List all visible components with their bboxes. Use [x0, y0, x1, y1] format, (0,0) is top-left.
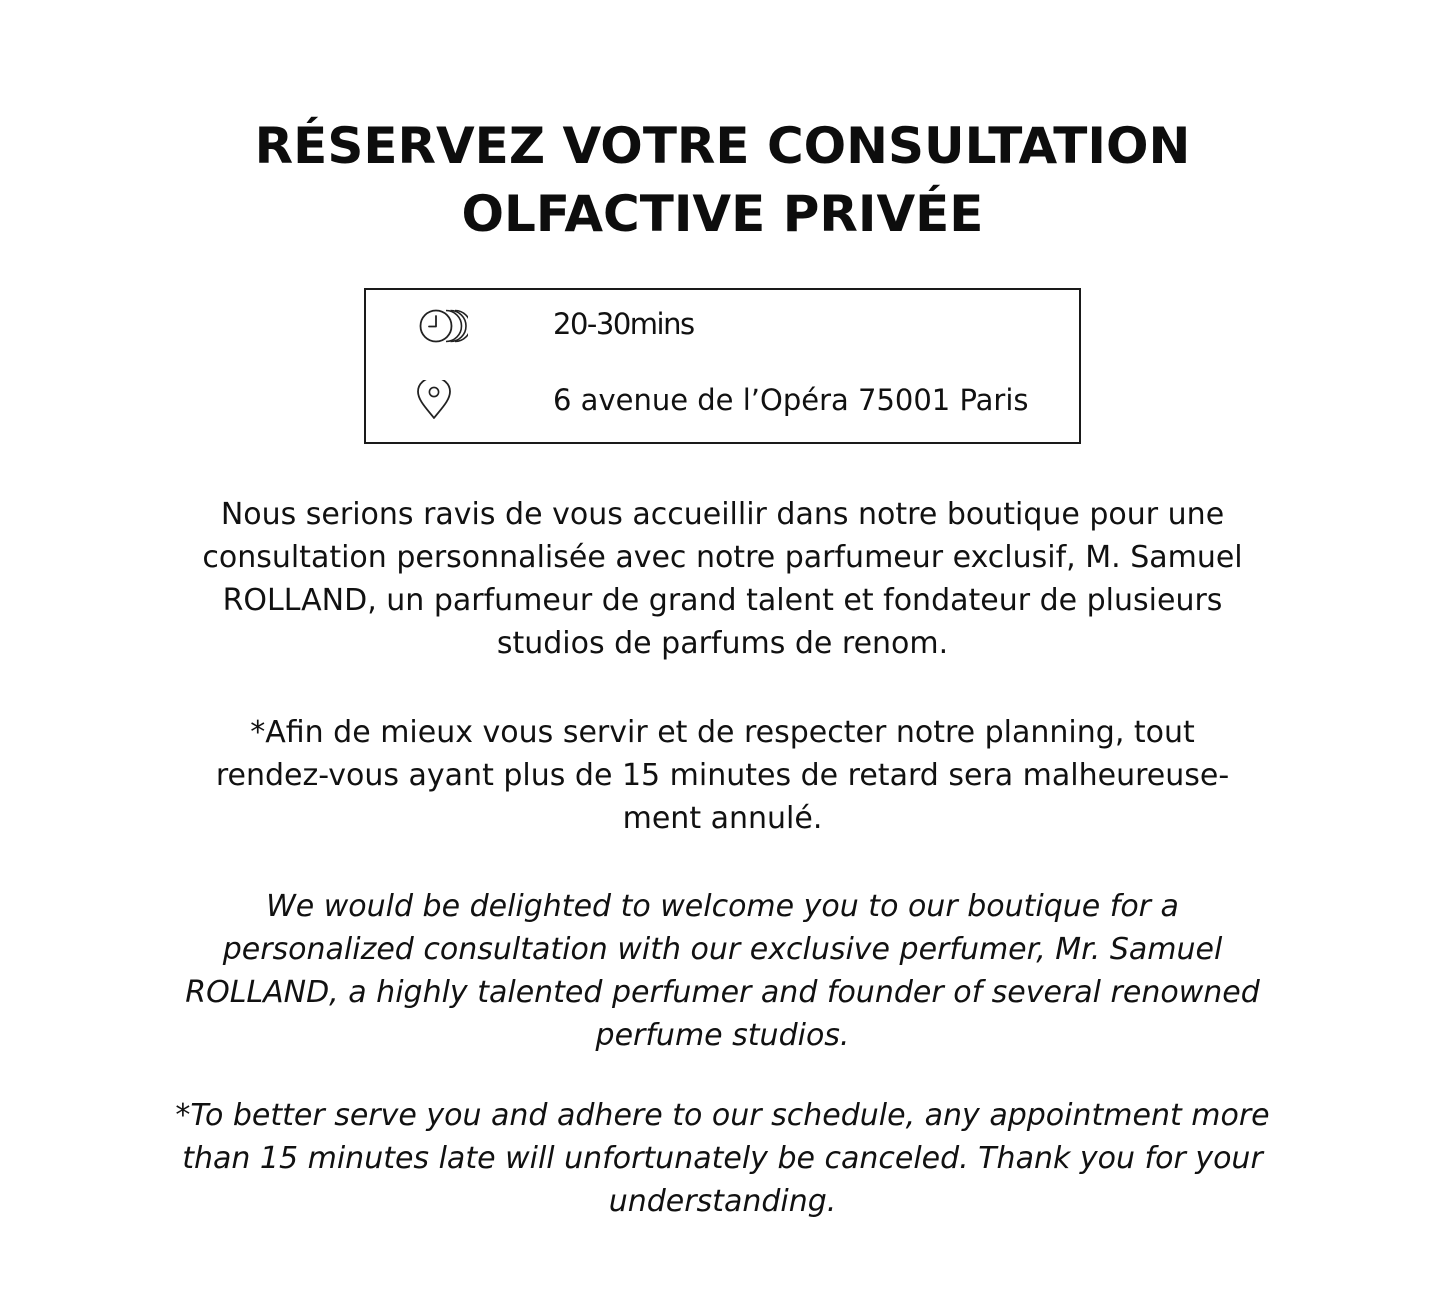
address-row: [366, 376, 1079, 426]
paragraph-line: *Afin de mieux vous servir et de respecter notre planning, tout: [250, 715, 1195, 750]
paragraph-line: ment annulé.: [622, 801, 823, 836]
french-notice-paragraph: [150, 711, 1295, 840]
paragraph-line: perfume studios.: [595, 1018, 850, 1053]
page-title: [0, 112, 1445, 248]
duration-text: 20-30mins: [553, 307, 694, 341]
paragraph-line: Nous serions ravis de vous accueillir dans notre boutique pour une: [220, 497, 1225, 532]
address-text: 6 avenue de l’Opéra 75001 Paris: [553, 383, 1029, 417]
consultation-info-box: [364, 288, 1081, 444]
duration-row: [366, 300, 1079, 350]
title-line: RÉSERVEZ VOTRE CONSULTATION: [254, 117, 1191, 175]
paragraph-line: studios de parfums de renom.: [496, 626, 949, 661]
location-pin-icon: [412, 380, 468, 424]
paragraph-line: personalized consultation with our exclusive perfumer, Mr. Samuel: [222, 932, 1223, 967]
english-intro-paragraph: [150, 885, 1295, 1057]
paragraph-line: We would be delighted to welcome you to our boutique for a: [266, 889, 1179, 924]
paragraph-line: rendez-vous ayant plus de 15 minutes de retard sera malheureuse-: [215, 758, 1230, 793]
paragraph-line: than 15 minutes late will unfortunately be canceled. Thank you for your: [182, 1141, 1263, 1176]
english-notice-paragraph: [150, 1094, 1295, 1223]
paragraph-line: understanding.: [608, 1184, 837, 1219]
paragraph-line: *To better serve you and adhere to our schedule, any appointment more: [175, 1098, 1270, 1133]
clock-icon: [412, 304, 468, 348]
paragraph-line: ROLLAND, un parfumeur de grand talent et fondateur de plusieurs: [222, 583, 1223, 618]
paragraph-line: ROLLAND, a highly talented perfumer and founder of several renowned: [185, 975, 1260, 1010]
paragraph-line: consultation personnalisée avec notre parfumeur exclusif, M. Samuel: [202, 540, 1243, 575]
title-line: OLFACTIVE PRIVÉE: [461, 185, 984, 243]
french-intro-paragraph: [150, 493, 1295, 665]
